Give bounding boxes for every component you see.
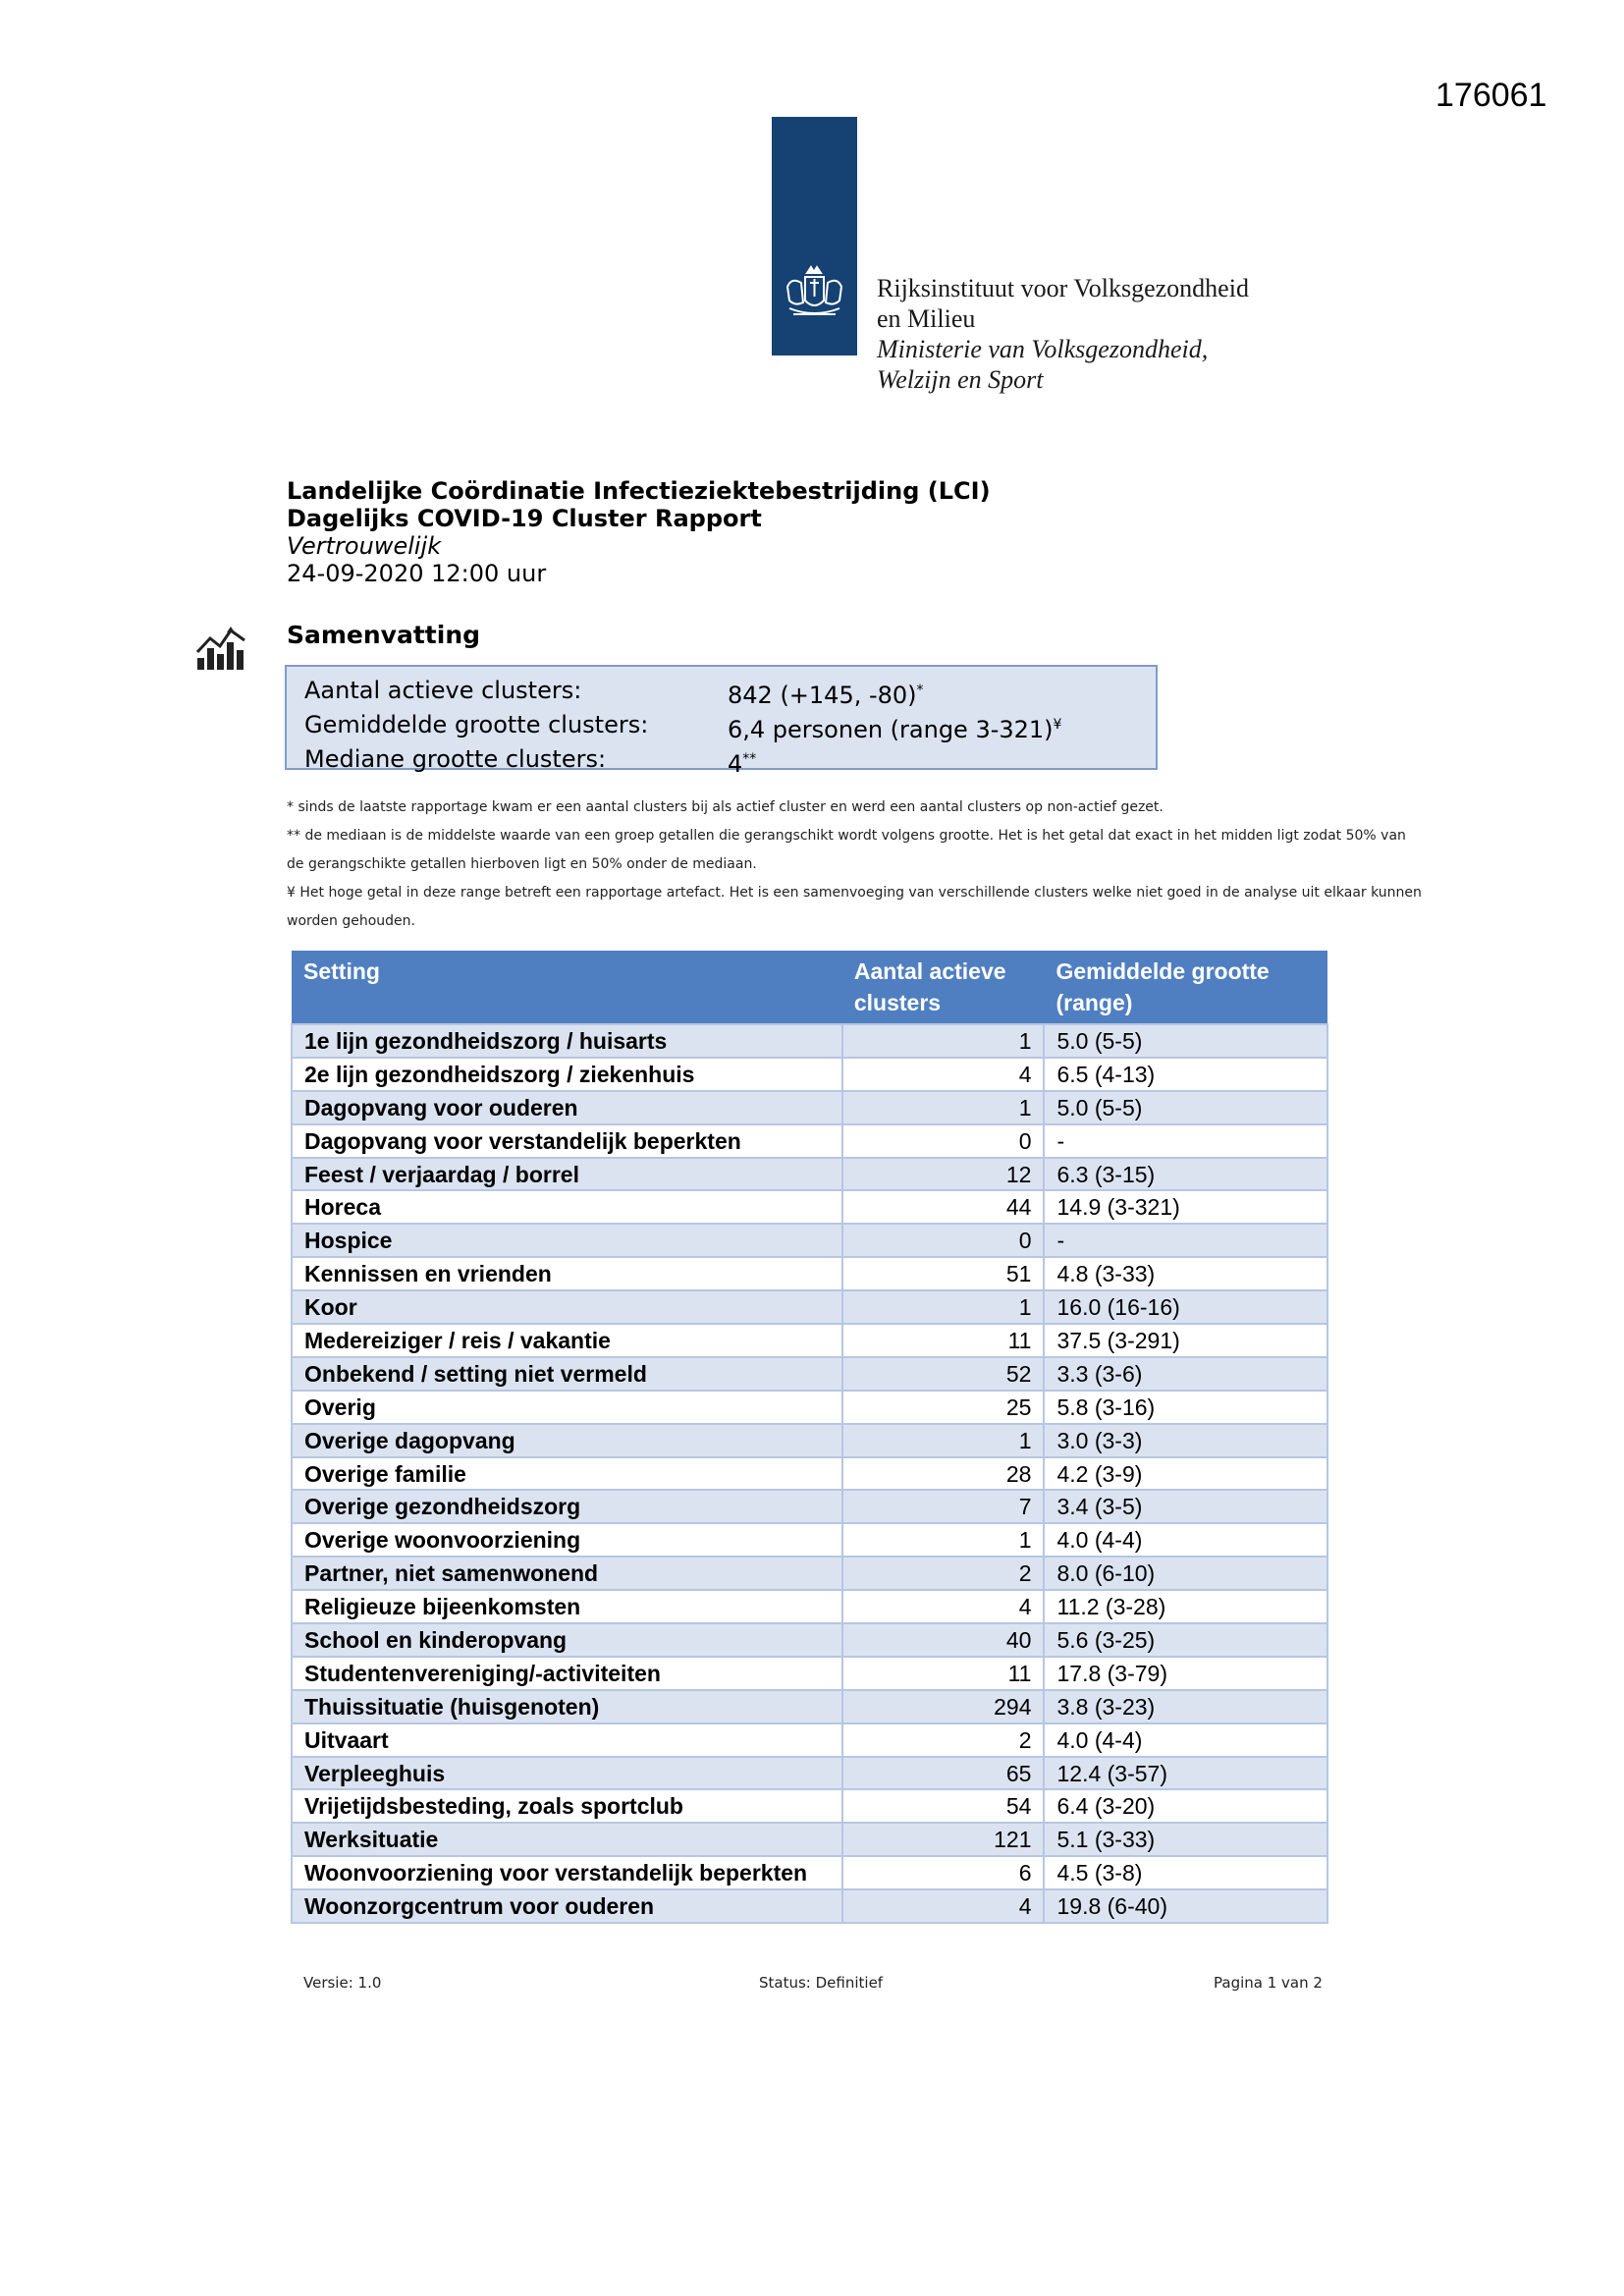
table-row xyxy=(292,1124,1327,1158)
table-row xyxy=(292,1357,1327,1391)
column-header-setting: Setting xyxy=(292,951,842,1024)
cell-setting: Dagopvang voor verstandelijk beperkten xyxy=(292,1124,842,1158)
report-header xyxy=(287,477,991,587)
table-row xyxy=(292,1091,1327,1124)
summary-value xyxy=(728,710,1061,744)
cell-avg-size: 5.6 (3-25) xyxy=(1044,1623,1327,1657)
cell-avg-size: 3.3 (3-6) xyxy=(1044,1357,1327,1391)
cell-avg-size: 3.8 (3-23) xyxy=(1044,1690,1327,1723)
cell-setting: 2e lijn gezondheidszorg / ziekenhuis xyxy=(292,1058,842,1091)
table-header-row xyxy=(292,951,1327,1024)
table-row xyxy=(292,1158,1327,1191)
cell-avg-size: 16.0 (16-16) xyxy=(1044,1290,1327,1324)
summary-value-text: 6,4 personen (range 3-321) xyxy=(728,716,1054,743)
report-datetime: 24-09-2020 12:00 uur xyxy=(287,560,547,587)
cell-active-clusters: 52 xyxy=(842,1357,1045,1391)
cluster-table xyxy=(291,951,1328,1924)
cell-setting: School en kinderopvang xyxy=(292,1623,842,1657)
table-row xyxy=(292,1523,1327,1557)
document-number: 176061 xyxy=(1435,77,1547,114)
cell-setting: Partner, niet samenwonend xyxy=(292,1557,842,1590)
cell-setting: Overig xyxy=(292,1391,842,1424)
summary-footnote-mark: * xyxy=(916,683,924,698)
table-row xyxy=(292,1024,1327,1058)
cell-setting: Hospice xyxy=(292,1224,842,1257)
chart-summary-icon xyxy=(195,625,248,670)
footnotes xyxy=(287,793,1426,936)
cell-active-clusters: 4 xyxy=(842,1590,1045,1623)
table-row xyxy=(292,1490,1327,1523)
table-row xyxy=(292,1590,1327,1623)
organization-name xyxy=(877,273,1249,395)
cell-setting: Overige familie xyxy=(292,1457,842,1491)
cell-avg-size: 19.8 (6-40) xyxy=(1044,1889,1327,1923)
crest-icon xyxy=(778,263,851,337)
table-row xyxy=(292,1856,1327,1889)
cell-avg-size: 5.1 (3-33) xyxy=(1044,1823,1327,1856)
summary-value-text: 4 xyxy=(728,750,743,778)
summary-label: Gemiddelde grootte clusters: xyxy=(304,711,649,738)
table-row xyxy=(292,1657,1327,1690)
table-row xyxy=(292,1391,1327,1424)
footer-page-number: Pagina 1 van 2 xyxy=(1214,1974,1323,1992)
cell-active-clusters: 1 xyxy=(842,1091,1045,1124)
cell-avg-size: 4.2 (3-9) xyxy=(1044,1457,1327,1491)
cell-active-clusters: 1 xyxy=(842,1290,1045,1324)
table-row xyxy=(292,1690,1327,1723)
column-header-active-clusters: Aantal actieve clusters xyxy=(842,951,1045,1024)
cell-avg-size: 8.0 (6-10) xyxy=(1044,1557,1327,1590)
cell-setting: Koor xyxy=(292,1290,842,1324)
summary-label: Mediane grootte clusters: xyxy=(304,745,607,773)
cell-avg-size: 14.9 (3-321) xyxy=(1044,1190,1327,1224)
summary-value xyxy=(728,676,924,710)
cell-setting: Woonzorgcentrum voor ouderen xyxy=(292,1889,842,1923)
table-row xyxy=(292,1424,1327,1457)
table-row xyxy=(292,1789,1327,1823)
cell-setting: Religieuze bijeenkomsten xyxy=(292,1590,842,1623)
table-row xyxy=(292,1557,1327,1590)
cell-avg-size: 6.3 (3-15) xyxy=(1044,1158,1327,1191)
table-row xyxy=(292,1290,1327,1324)
cell-avg-size: 5.8 (3-16) xyxy=(1044,1391,1327,1424)
cell-avg-size: 5.0 (5-5) xyxy=(1044,1091,1327,1124)
cell-active-clusters: 4 xyxy=(842,1889,1045,1923)
footnote-1: * sinds de laatste rapportage kwam er een aantal clusters bij als actief cluster en werd een aantal clusters op non-actief gezet. xyxy=(287,799,1164,815)
cell-active-clusters: 54 xyxy=(842,1789,1045,1823)
cell-avg-size: 3.0 (3-3) xyxy=(1044,1424,1327,1457)
table-row xyxy=(292,1723,1327,1757)
cell-active-clusters: 25 xyxy=(842,1391,1045,1424)
cell-avg-size: 6.4 (3-20) xyxy=(1044,1789,1327,1823)
cell-active-clusters: 121 xyxy=(842,1823,1045,1856)
cell-avg-size: 6.5 (4-13) xyxy=(1044,1058,1327,1091)
cell-active-clusters: 1 xyxy=(842,1523,1045,1557)
table-row xyxy=(292,1823,1327,1856)
cell-avg-size: 11.2 (3-28) xyxy=(1044,1590,1327,1623)
cell-setting: Onbekend / setting niet vermeld xyxy=(292,1357,842,1391)
cell-active-clusters: 1 xyxy=(842,1424,1045,1457)
cell-setting: Thuissituatie (huisgenoten) xyxy=(292,1690,842,1723)
cell-setting: Vrijetijdsbesteding, zoals sportclub xyxy=(292,1789,842,1823)
cell-active-clusters: 7 xyxy=(842,1490,1045,1523)
org-line-3: Ministerie van Volksgezondheid, xyxy=(877,335,1209,363)
cell-avg-size: 12.4 (3-57) xyxy=(1044,1757,1327,1790)
footnote-3: ¥ Het hoge getal in deze range betreft een rapportage artefact. Het is een samenvoeging van verschillende clusters welke niet goed in de analyse uit elkaar kunnen worden gehouden. xyxy=(287,885,1422,929)
cell-active-clusters: 28 xyxy=(842,1457,1045,1491)
footer-version: Versie: 1.0 xyxy=(303,1974,382,1992)
summary-footnote-mark: ** xyxy=(742,751,757,767)
cell-setting: Overige woonvoorziening xyxy=(292,1523,842,1557)
cell-avg-size: 4.0 (4-4) xyxy=(1044,1523,1327,1557)
summary-row xyxy=(304,744,1138,779)
cell-setting: 1e lijn gezondheidszorg / huisarts xyxy=(292,1024,842,1058)
footnote-2: ** de mediaan is de middelste waarde van een groep getallen die gerangschikt wordt volgens grootte. Het is het getal dat exact in het midden ligt zodat 50% van de gerangschikte getallen hierboven ligt en 50% onder de mediaan. xyxy=(287,828,1406,872)
table-row xyxy=(292,1889,1327,1923)
cell-active-clusters: 4 xyxy=(842,1058,1045,1091)
org-line-1: Rijksinstituut voor Volksgezondheid xyxy=(877,274,1249,302)
summary-value-text: 842 (+145, -80) xyxy=(728,682,917,709)
cell-setting: Verpleeghuis xyxy=(292,1757,842,1790)
cell-active-clusters: 1 xyxy=(842,1024,1045,1058)
table-row xyxy=(292,1324,1327,1357)
cell-setting: Dagopvang voor ouderen xyxy=(292,1091,842,1124)
cell-avg-size: 4.0 (4-4) xyxy=(1044,1723,1327,1757)
cell-active-clusters: 6 xyxy=(842,1856,1045,1889)
footer-status: Status: Definitief xyxy=(759,1974,884,1992)
cell-active-clusters: 11 xyxy=(842,1324,1045,1357)
cell-avg-size: - xyxy=(1044,1224,1327,1257)
cell-active-clusters: 51 xyxy=(842,1257,1045,1290)
report-title: Landelijke Coördinatie Infectieziektebestrijding (LCI) xyxy=(287,477,991,505)
cell-active-clusters: 11 xyxy=(842,1657,1045,1690)
cell-active-clusters: 0 xyxy=(842,1124,1045,1158)
cell-active-clusters: 65 xyxy=(842,1757,1045,1790)
table-row xyxy=(292,1190,1327,1224)
cell-avg-size: 4.8 (3-33) xyxy=(1044,1257,1327,1290)
cell-avg-size: 5.0 (5-5) xyxy=(1044,1024,1327,1058)
org-line-4: Welzijn en Sport xyxy=(877,365,1044,394)
cell-active-clusters: 294 xyxy=(842,1690,1045,1723)
cell-avg-size: 4.5 (3-8) xyxy=(1044,1856,1327,1889)
cell-setting: Overige dagopvang xyxy=(292,1424,842,1457)
table-row xyxy=(292,1623,1327,1657)
cell-setting: Horeca xyxy=(292,1190,842,1224)
org-line-2: en Milieu xyxy=(877,304,976,333)
cell-active-clusters: 44 xyxy=(842,1190,1045,1224)
cell-active-clusters: 0 xyxy=(842,1224,1045,1257)
table-row xyxy=(292,1257,1327,1290)
summary-label: Aantal actieve clusters: xyxy=(304,677,582,704)
cell-avg-size: 3.4 (3-5) xyxy=(1044,1490,1327,1523)
cell-avg-size: - xyxy=(1044,1124,1327,1158)
cell-setting: Studentenvereniging/-activiteiten xyxy=(292,1657,842,1690)
cell-active-clusters: 40 xyxy=(842,1623,1045,1657)
summary-footnote-mark: ¥ xyxy=(1053,717,1062,733)
cell-avg-size: 37.5 (3-291) xyxy=(1044,1324,1327,1357)
summary-value xyxy=(728,744,756,779)
table-row xyxy=(292,1457,1327,1491)
cell-active-clusters: 12 xyxy=(842,1158,1045,1191)
cell-setting: Uitvaart xyxy=(292,1723,842,1757)
cell-setting: Kennissen en vrienden xyxy=(292,1257,842,1290)
column-header-avg-size: Gemiddelde grootte (range) xyxy=(1044,951,1327,1024)
cell-setting: Woonvoorziening voor verstandelijk beperkten xyxy=(292,1856,842,1889)
summary-row xyxy=(304,676,1138,710)
table-body xyxy=(292,1024,1327,1923)
cell-setting: Medereiziger / reis / vakantie xyxy=(292,1324,842,1357)
report-subtitle: Dagelijks COVID-19 Cluster Rapport xyxy=(287,505,762,532)
cell-setting: Werksituatie xyxy=(292,1823,842,1856)
cell-active-clusters: 2 xyxy=(842,1557,1045,1590)
summary-title: Samenvatting xyxy=(287,621,481,649)
table-row xyxy=(292,1224,1327,1257)
cell-setting: Feest / verjaardag / borrel xyxy=(292,1158,842,1191)
cell-setting: Overige gezondheidszorg xyxy=(292,1490,842,1523)
table-row xyxy=(292,1058,1327,1091)
summary-box xyxy=(285,665,1158,778)
table-row xyxy=(292,1757,1327,1790)
cell-active-clusters: 2 xyxy=(842,1723,1045,1757)
cell-avg-size: 17.8 (3-79) xyxy=(1044,1657,1327,1690)
confidential-label: Vertrouwelijk xyxy=(287,532,442,560)
summary-row xyxy=(304,710,1138,744)
